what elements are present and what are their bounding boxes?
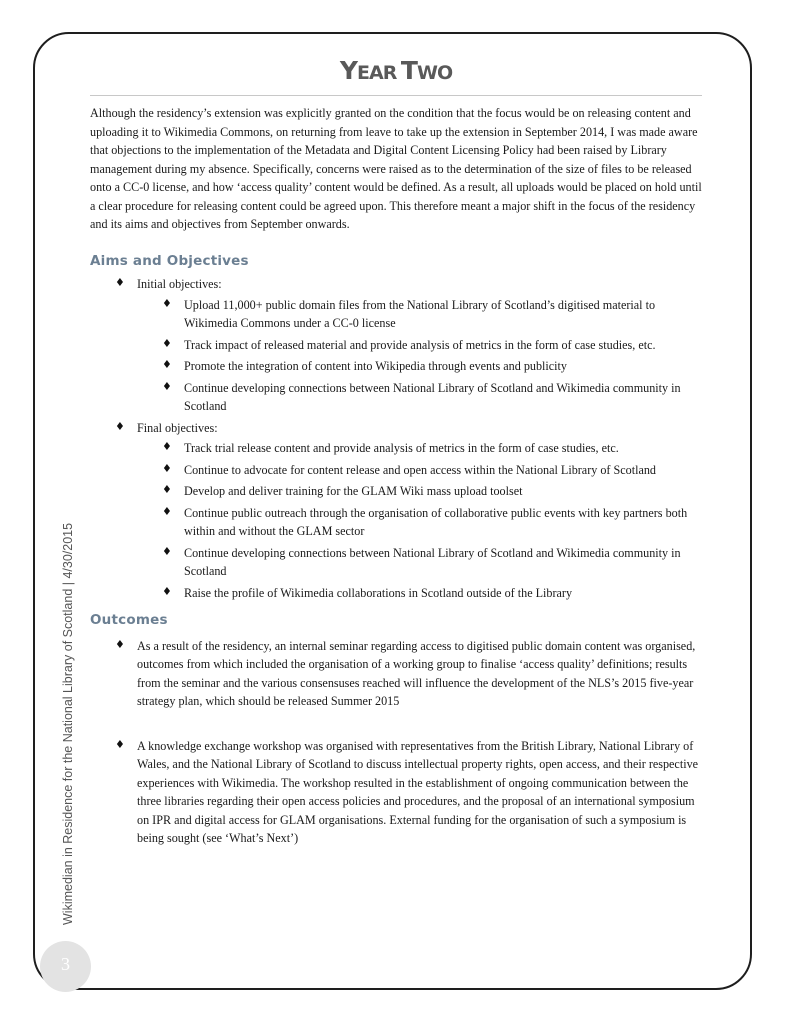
sidebar-footer-text: Wikimedian in Residence for the National Library of Scotland | 4/30/2015 bbox=[61, 522, 75, 925]
page-number: 3 bbox=[61, 954, 70, 974]
final-objectives-item bbox=[90, 419, 702, 603]
list-item: ♦ Continue developing connections between National Library of Scotland and Wikimedia community in Scotland bbox=[162, 379, 681, 413]
diamond-bullet-icon: ♦ bbox=[115, 419, 125, 433]
diamond-bullet-icon: ♦ bbox=[162, 544, 172, 558]
diamond-bullet-icon: ♦ bbox=[162, 336, 172, 350]
intro-paragraph: Although the residency’s extension was explicitly granted on the condition that the focus would be on releasing content and uploading it to Wikimedia Commons, on returning from leave to take up the extension in September 2014, I was made aware that objections to the implementation of the Metadata and Digital Content Licensing Policy had been raised by Library management during my absence. Specifically, concerns were raised as to the determination of the size of files to be released onto a CC-0 license, and how ‘access quality’ content would be defined. As a result, all uploads would be placed on hold until a clear procedure for releasing content could be agreed upon. This therefore meant a major shift in the focus of the residency and its aims and objectives from September onwards. bbox=[90, 106, 702, 231]
diamond-bullet-icon: ♦ bbox=[162, 504, 172, 518]
diamond-bullet-icon: ♦ bbox=[162, 296, 172, 310]
list-item: ♦ Raise the profile of Wikimedia collaborations in Scotland outside of the Library bbox=[162, 584, 573, 600]
initial-objectives-list bbox=[137, 296, 702, 416]
page-title: YEAR TWO bbox=[339, 56, 453, 85]
title-divider bbox=[90, 95, 702, 96]
aims-heading: Aims and Objectives bbox=[90, 252, 249, 269]
diamond-bullet-icon: ♦ bbox=[162, 461, 172, 475]
list-item: ♦ A knowledge exchange workshop was organised with representatives from the British Library, National Library of Wales, and the National Library of Scotland to discuss intellectual property rights, open access, and their respective experiences with Wikimedia. The workshop resulted in the establishment of ongoing communication between the three libraries regarding their open access policies and procedures, and the proposal of an international symposium on IPR and digital access for GLAM organisations. External funding for the organisation of such a symposium is being sought (see ‘What’s Next’) bbox=[115, 737, 699, 845]
main-content bbox=[90, 104, 702, 848]
diamond-bullet-icon: ♦ bbox=[162, 379, 172, 393]
diamond-bullet-icon: ♦ bbox=[162, 584, 172, 598]
page-number-badge bbox=[40, 941, 91, 992]
outcomes-list bbox=[90, 637, 702, 848]
diamond-bullet-icon: ♦ bbox=[162, 440, 172, 453]
diamond-bullet-icon: ♦ bbox=[115, 737, 125, 751]
outcomes-heading: Outcomes bbox=[90, 612, 168, 628]
final-objectives-label: Final objectives: bbox=[137, 420, 218, 435]
list-item: ♦ Develop and deliver training for the GLAM Wiki mass upload toolset bbox=[162, 483, 523, 498]
list-item: ♦ Continue to advocate for content release and open access within the National Library of Scotland bbox=[162, 461, 656, 477]
diamond-bullet-icon: ♦ bbox=[115, 637, 125, 651]
aims-list bbox=[90, 275, 702, 602]
final-objectives-list bbox=[137, 439, 702, 602]
list-item: ♦ Track trial release content and provide analysis of metrics in the form of case studies, etc. bbox=[162, 440, 619, 455]
list-item: ♦ Continue public outreach through the organisation of collaborative public events with key partners both within and without the GLAM sector bbox=[162, 504, 688, 538]
list-item: ♦ Continue developing connections between National Library of Scotland and Wikimedia community in Scotland bbox=[162, 544, 681, 578]
diamond-bullet-icon: ♦ bbox=[162, 483, 172, 496]
list-item: ♦ Promote the integration of content into Wikipedia through events and publicity bbox=[162, 358, 567, 373]
diamond-bullet-icon: ♦ bbox=[162, 358, 172, 371]
diamond-bullet-icon: ♦ bbox=[115, 276, 125, 289]
list-item: ♦ Upload 11,000+ public domain files from the National Library of Scotland’s digitised material to Wikimedia Commons under a CC-0 license bbox=[162, 296, 656, 330]
initial-objectives-item bbox=[90, 275, 702, 416]
list-item: ♦ Track impact of released material and provide analysis of metrics in the form of case studies, etc. bbox=[162, 336, 656, 352]
list-item: ♦ As a result of the residency, an internal seminar regarding access to digitised public domain content was organised, outcomes from which included the organisation of a working group to finalise ‘access quality’ definitions; results from the seminar and the various consensuses reached will influence the development of the NLS’s 2015 five-year strategy plan, which should be released Summer 2015 bbox=[115, 637, 696, 708]
initial-objectives-label: Initial objectives: bbox=[137, 277, 222, 291]
